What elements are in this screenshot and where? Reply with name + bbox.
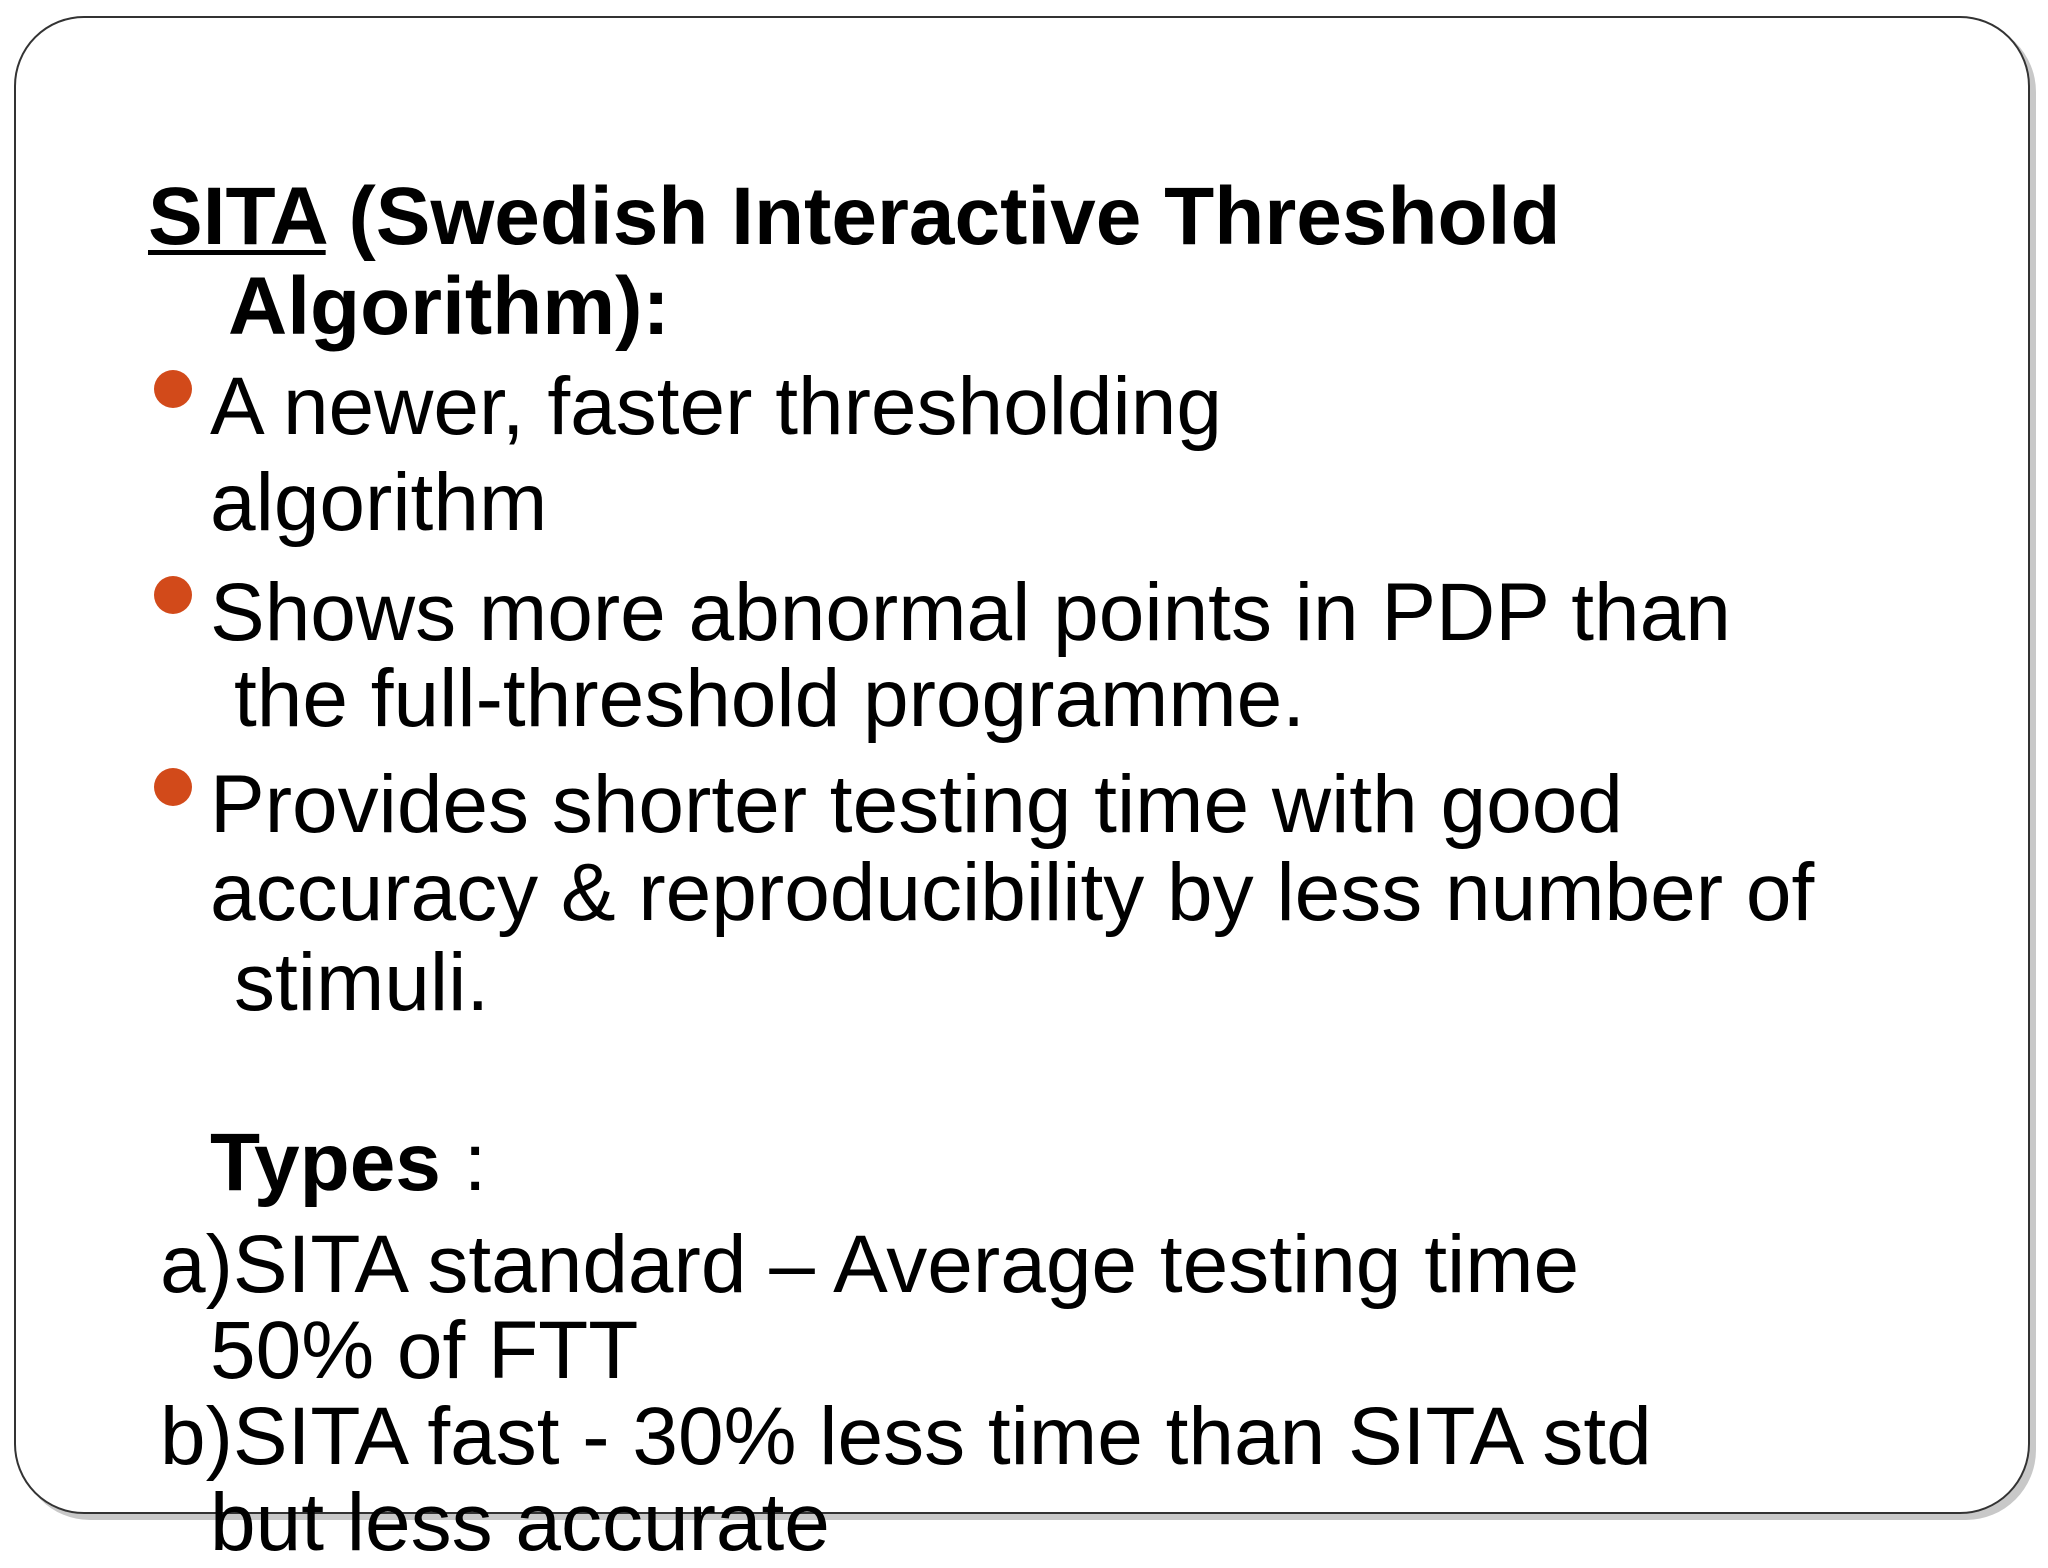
heading-line-1 [148, 171, 1561, 262]
bullet-1-line-1: A newer, faster thresholding [210, 361, 1222, 452]
heading-line-2: Algorithm): [228, 261, 670, 352]
bullet-3-line-2: accuracy & reproducibility by less number of [210, 847, 1815, 938]
type-b-line-2: but less accurate [210, 1477, 830, 1568]
bullet-2-line-1: Shows more abnormal points in PDP than [210, 567, 1731, 658]
slide-content [16, 18, 2028, 1568]
bullet-dot-2 [154, 576, 192, 614]
heading-term: SITA [148, 171, 326, 262]
heading-expansion: (Swedish Interactive Threshold [325, 171, 1561, 262]
bullet-dot-1 [154, 370, 192, 408]
bullet-1-line-2: algorithm [210, 457, 548, 548]
bullet-2-line-2: the full-threshold programme. [234, 653, 1306, 744]
types-label: Types [210, 1117, 441, 1208]
bullet-dot-3 [154, 768, 192, 806]
types-suffix: : [440, 1117, 487, 1208]
type-a-line-1: a)SITA standard – Average testing time [160, 1219, 1580, 1310]
bullet-3-line-3: stimuli. [234, 937, 490, 1028]
bullet-3-line-1: Provides shorter testing time with good [210, 759, 1623, 850]
types-heading [210, 1117, 487, 1208]
type-a-line-2: 50% of FTT [210, 1305, 639, 1396]
type-b-line-1: b)SITA fast - 30% less time than SITA std [160, 1391, 1652, 1482]
